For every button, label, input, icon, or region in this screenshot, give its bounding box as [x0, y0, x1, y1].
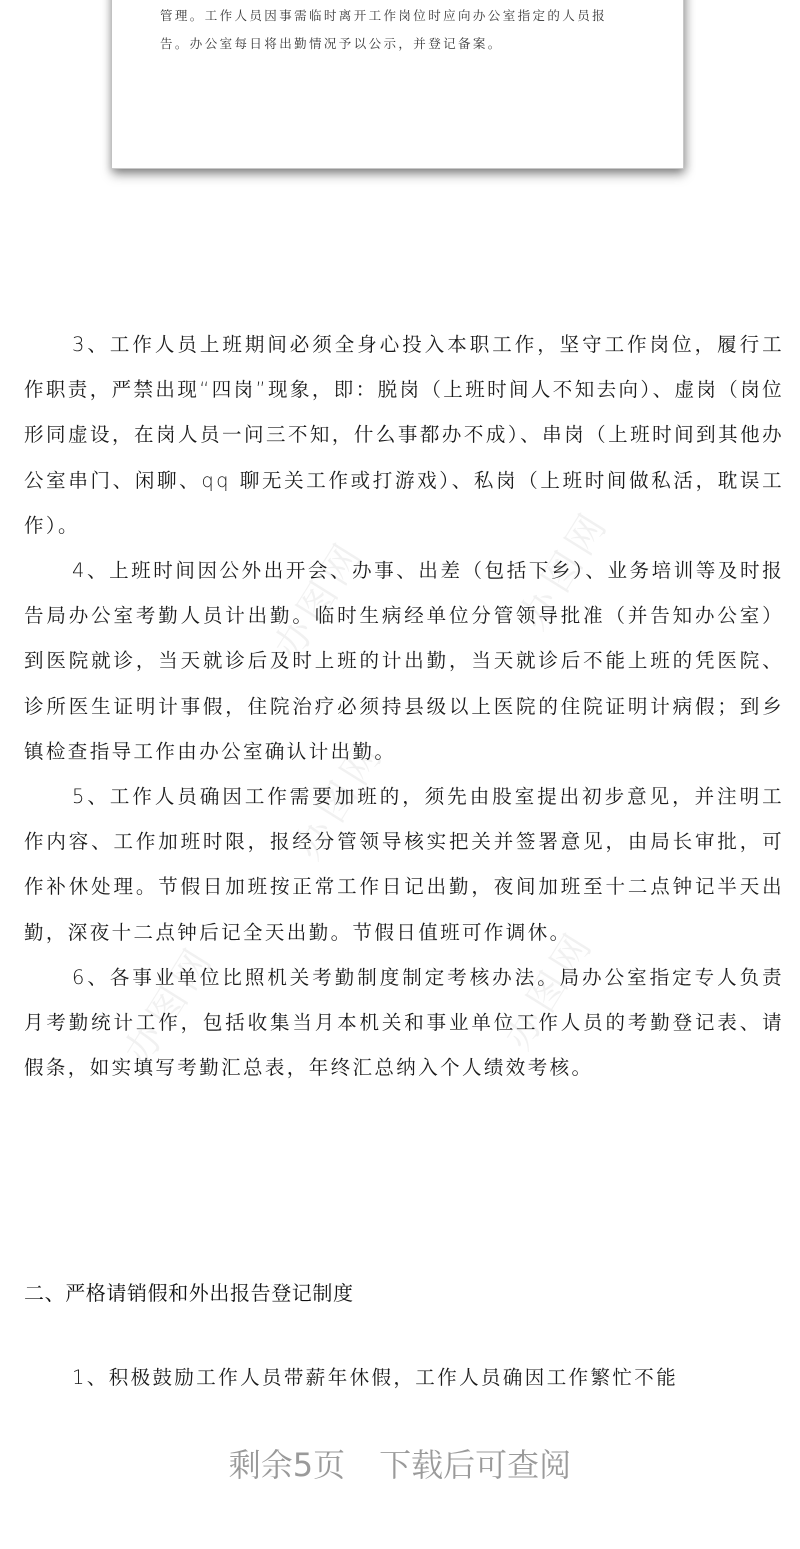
previous-page-text — [160, 2, 640, 58]
watermark: 办图网 — [285, 731, 393, 867]
previous-page-line: 告。办公室每日将出勤情况予以公示，并登记备案。 — [160, 36, 503, 51]
watermark: 办图网 — [510, 501, 618, 637]
paragraph-1-truncated: 1、积极鼓励工作人员带薪年休假，工作人员确因工作繁忙不能 — [72, 1366, 679, 1389]
paragraph-4: 4、上班时间因公外出开会、办事、出差（包括下乡）、业务培训等及时报告局办公室考勤人员计出勤。临时生病经单位分管领导批准（并告知办公室）到医院就诊，当天就诊后及时上班的计出勤，当天就诊后不能上班的凭医院、诊所医生证明计事假，住院治疗必须持县级以上医院的住院证明计病假；到乡镇检查指导工作由办公室确认计出勤。 — [24, 559, 784, 763]
paragraph-6: 6、各事业单位比照机关考勤制度制定考核办法。局办公室指定专人负责月考勤统计工作，包括收集当月本机关和事业单位工作人员的考勤登记表、请假条，如实填写考勤汇总表，年终汇总纳入个人绩效考核。 — [24, 965, 784, 1080]
download-to-view-text: 下载后可查阅 — [379, 1446, 572, 1484]
previous-page-line: 管理。工作人员因事需临时离开工作岗位时应向办公室指定的人员报 — [160, 8, 608, 23]
watermark: 办图网 — [115, 936, 223, 1072]
watermark: 办图网 — [495, 921, 603, 1057]
section-heading: 二、严格请销假和外出报告登记制度 — [24, 1281, 354, 1305]
remaining-pages-count: 剩余5页 — [228, 1446, 346, 1484]
paragraph-3: 3、工作人员上班期间必须全身心投入本职工作，坚守工作岗位，履行工作职责，严禁出现“四岗”现象，即：脱岗（上班时间人不知去向）、虚岗（岗位形同虚设，在岗人员一问三不知，什么事都办不成）、串岗（上班时间到其他办公室串门、闲聊、qq 聊无关工作或打游戏）、私岗（上班时间做私活，耽误工作）。 — [24, 333, 784, 537]
previous-page-card — [112, 0, 684, 169]
paragraph-5: 5、工作人员确因工作需要加班的，须先由股室提出初步意见，并注明工作内容、工作加班时限，报经分管领导核实把关并签署意见，由局长审批，可作补休处理。节假日加班按正常工作日记出勤，夜间加班至十二点钟记半天出勤，深夜十二点钟后记全天出勤。节假日值班可作调休。 — [24, 785, 784, 944]
remaining-pages-prompt[interactable] — [0, 1440, 800, 1486]
document-body — [24, 322, 784, 1090]
watermark: 办图网 — [265, 531, 373, 667]
